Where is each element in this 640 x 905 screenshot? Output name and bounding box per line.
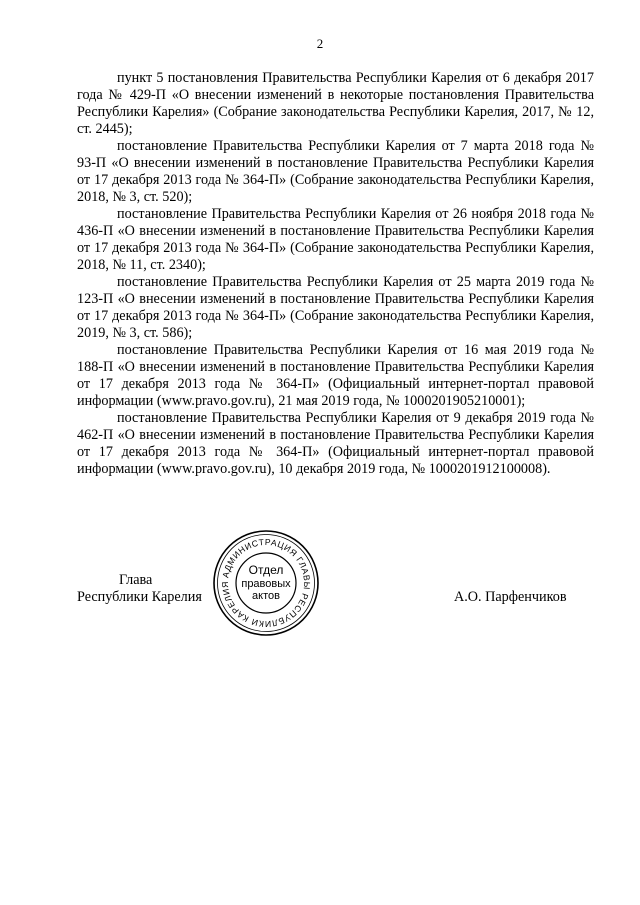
paragraph-3: постановление Правительства Республики Карелия от 26 ноября 2018 года № 436-П «О внесении изменений в постановление Правительства Республики Карелия от 17 декабря 2013 года № 364-П» (Собрание законодательства Республики Карелия, 2018, № 11, ст. 2340); <box>77 206 594 273</box>
paragraph-2: постановление Правительства Республики Карелия от 7 марта 2018 года № 93-П «О внесении изменений в постановление Правительства Республики Карелия от 17 декабря 2013 года № 364-П» (Собрание законодательства Республики Карелия, 2018, № 3, ст. 520); <box>77 138 594 205</box>
paragraph-1: пункт 5 постановления Правительства Республики Карелия от 6 декабря 2017 года № 429-П «О внесении изменений в некоторые постановления Правительства Республики Карелия» (Собрание законодательства Республики Карелия, 2017, № 12, ст. 2445); <box>77 70 594 137</box>
signatory-title-line2: Республики Карелия <box>77 589 202 605</box>
paragraph-5: постановление Правительства Республики Карелия от 16 мая 2019 года № 188-П «О внесении изменений в постановление Правительства Республики Карелия от 17 декабря 2013 года № 364-П» (Официальный интернет-портал правовой информации (www.pravo.gov.ru), 21 мая 2019 года, № 1000201905210001); <box>77 342 594 409</box>
stamp-center-line2: правовых <box>241 578 291 590</box>
page-number: 2 <box>316 36 324 51</box>
document-body <box>77 70 594 478</box>
stamp-center-line3: актов <box>252 590 280 602</box>
stamp-center-line1: Отдел <box>248 563 284 577</box>
paragraph-4: постановление Правительства Республики Карелия от 25 марта 2019 года № 123-П «О внесении изменений в постановление Правительства Республики Карелия от 17 декабря 2013 года № 364-П» (Собрание законодательства Республики Карелия, 2019, № 3, ст. 586); <box>77 274 594 341</box>
official-stamp <box>211 528 321 638</box>
paragraph-6: постановление Правительства Республики Карелия от 9 декабря 2019 года № 462-П «О внесении изменений в постановление Правительства Республики Карелия от 17 декабря 2013 года № 364-П» (Официальный интернет-портал правовой информации (www.pravo.gov.ru), 10 декабря 2019 года, № 1000201912100008). <box>77 410 594 477</box>
signatory-name: А.О. Парфенчиков <box>454 589 567 605</box>
signature-block <box>0 528 640 648</box>
stamp-ring-text: АДМИНИСТРАЦИЯ ГЛАВЫ РЕСПУБЛИКИ КАРЕЛИЯ <box>219 536 313 630</box>
signatory-title-line1: Глава <box>119 572 153 588</box>
